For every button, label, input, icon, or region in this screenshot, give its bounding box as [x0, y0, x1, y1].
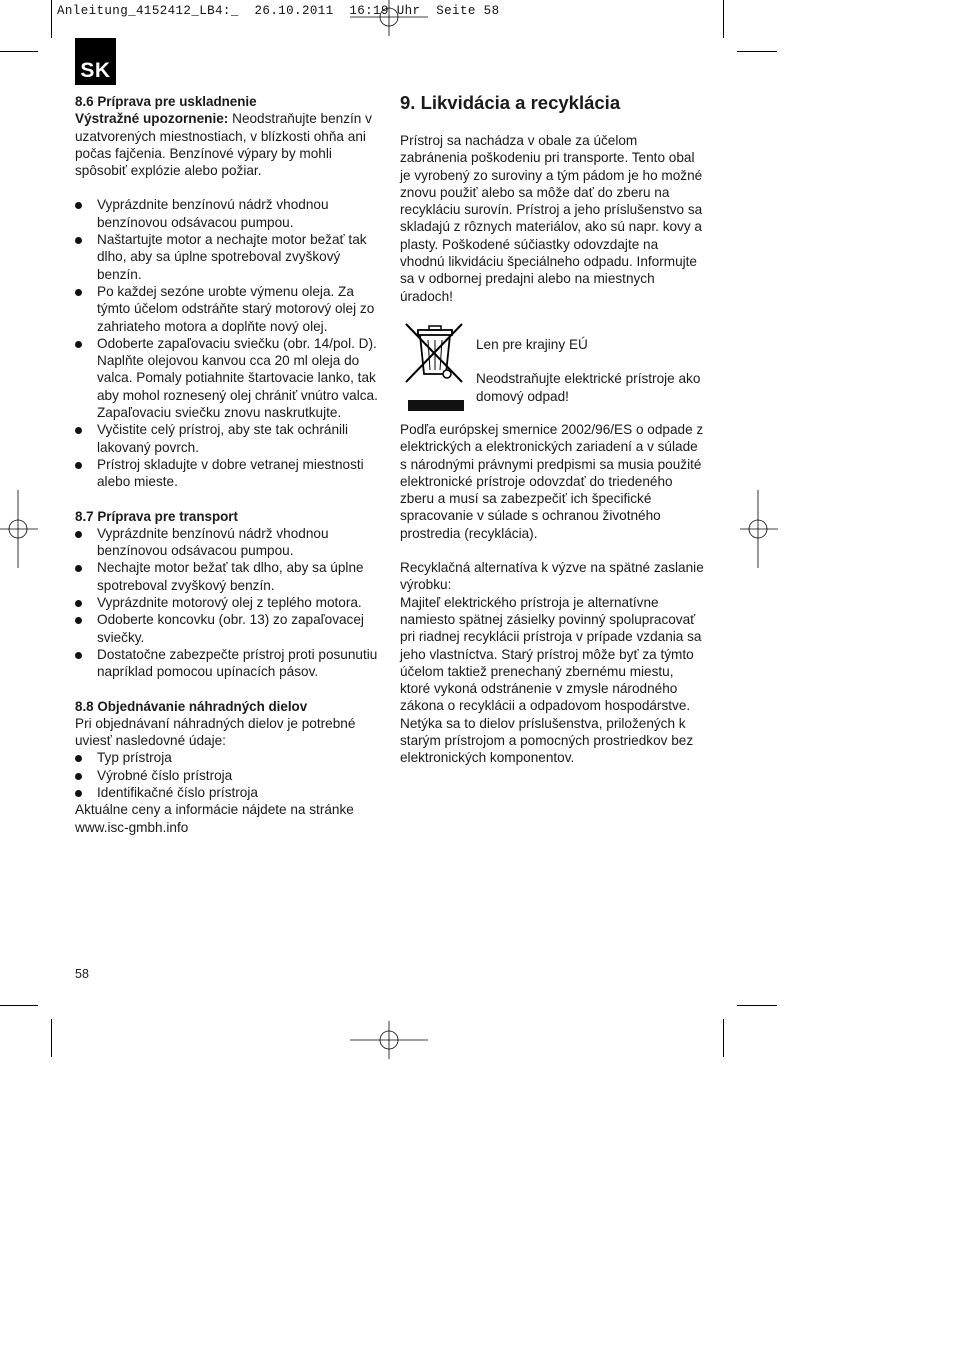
- warning-label: Výstražné upozornenie:: [75, 111, 229, 127]
- section-title-spare-parts: 8.8 Objednávanie náhradných dielov: [75, 698, 308, 714]
- crop-mark: [737, 1005, 777, 1006]
- disposal-paragraph: Prístroj sa nachádza v obale za účelom zabránenia poškodeniu pri transporte. Tento obal je vyrobený zo suroviny a tým pádom je ho možné znovu použiť alebo sa môže dať do zberu na recykláciu surovín. Prístroj a jeho príslušenstvo sa skladajú z rôznych materiálov, ako sú napr. kovy a plasty. Poškodené súčiastky odovzdajte na vhodnú likvidáciu špeciálneho odpadu. Informujte sa v odbornej predajni alebo na miestnych úradoch!: [400, 133, 703, 304]
- storage-list: [75, 196, 380, 490]
- crop-mark: [0, 1005, 38, 1006]
- registration-mark-icon: [0, 490, 40, 568]
- weee-text: [476, 336, 706, 405]
- list-item: Odoberte zapaľovaciu sviečku (obr. 14/pol. D). Naplňte olejovou kanvou cca 20 ml oleja do valca. Pomaly potiahnite štartovacie lanko, tak aby mohol roznesený olej chrániť vnútro valca. Zapaľovaciu sviečku znovu naskrutkujte.: [75, 335, 380, 421]
- list-item: Vyprázdnite motorový olej z teplého motora.: [75, 594, 380, 611]
- registration-mark-icon: [738, 490, 778, 568]
- weee-eu-only: Len pre krajiny EÚ: [476, 336, 588, 352]
- list-item: Výrobné číslo prístroja: [75, 767, 380, 784]
- spare-parts-intro: Pri objednávaní náhradných dielov je potrebné uviesť nasledovné údaje:: [75, 715, 356, 749]
- directive-paragraph: Podľa európskej smernice 2002/96/ES o odpade z elektrických a elektronických zariadení a v súlade s národnými právnymi predpismi sa musia použité elektronické prístroje odovzdať do triedeného zberu a musí sa zabezpečiť ich špecifické spracovanie v súlade s ochranou životného prostredia (recyklácia).: [400, 421, 704, 541]
- list-item: Po každej sezóne urobte výmenu oleja. Za týmto účelom odstráňte starý motorový olej zo zahriateho motora a doplňte nový olej.: [75, 283, 380, 335]
- page-number: 58: [75, 967, 89, 981]
- transport-list: [75, 525, 380, 681]
- right-column: [400, 92, 705, 767]
- weee-warning: Neodstraňujte elektrické prístroje ako domový odpad!: [476, 371, 701, 404]
- list-item: Naštartujte motor a nechajte motor bežať tak dlho, aby sa úplne spotreboval zvyškový benzín.: [75, 231, 380, 283]
- list-item: Prístroj skladujte v dobre vetranej miestnosti alebo mieste.: [75, 456, 380, 491]
- crop-mark: [0, 51, 38, 52]
- registration-mark-icon: [350, 1021, 428, 1059]
- print-header: Anleitung_4152412_LB4:_ 26.10.2011 16:19 Uhr Seite 58: [57, 4, 500, 18]
- crop-mark: [723, 0, 724, 38]
- list-item: Identifikačné číslo prístroja: [75, 784, 380, 801]
- list-item: Vyčistite celý prístroj, aby ste tak ochránili lakovaný povrch.: [75, 421, 380, 456]
- weee-notice: [400, 322, 705, 412]
- spare-parts-outro: Aktuálne ceny a informácie nájdete na stránke www.isc-gmbh.info: [75, 802, 354, 835]
- crop-mark: [723, 1019, 724, 1057]
- section-title-storage: 8.6 Príprava pre uskladnenie: [75, 94, 257, 109]
- list-item: Odoberte koncovku (obr. 13) zo zapaľovacej sviečky.: [75, 611, 380, 646]
- warning-text: Neodstraňujte benzín v uzatvorených miestnostiach, v blízkosti ohňa ani počas fajčenia. Benzínové výpary by mohli spôsobiť explózie alebo požiar.: [75, 111, 372, 179]
- recycling-alternative-heading: Recyklačná alternatíva k výzve na spätné zaslanie výrobku:: [400, 560, 704, 593]
- crop-mark: [737, 51, 777, 52]
- list-item: Typ prístroja: [75, 749, 380, 766]
- warning-paragraph: [75, 110, 380, 179]
- spare-parts-list: [75, 749, 380, 801]
- crossed-bin-icon: [404, 322, 466, 412]
- crop-mark: [51, 1019, 52, 1057]
- section-title-disposal: 9. Likvidácia a recyklácia: [400, 92, 621, 113]
- list-item: Vyprázdnite benzínovú nádrž vhodnou benzínovou odsávacou pumpou.: [75, 196, 380, 231]
- language-badge: SK: [75, 38, 116, 85]
- crop-mark: [51, 0, 52, 38]
- recycling-alternative-paragraph: Majiteľ elektrického prístroja je alternatívne namiesto spätnej zásielky povinný spolupracovať pri riadnej recyklácii prístroja v prípade vzdania sa jeho vlastníctva. Starý prístroj môže byť za týmto účelom taktiež prenechaný zbernému miestu, ktoré vykoná odstránenie v zmysle národného zákona o recyklácii a odpadovom hospodárstve. Netýka sa to dielov príslušenstva, priložených k starým prístrojom a pomocných prostriedkov bez elektronických komponentov.: [400, 594, 702, 766]
- left-column: [75, 93, 380, 836]
- list-item: Nechajte motor bežať tak dlho, aby sa úplne spotreboval zvyškový benzín.: [75, 559, 380, 594]
- list-item: Dostatočne zabezpečte prístroj proti posunutiu napríklad pomocou upínacích pásov.: [75, 646, 380, 681]
- list-item: Vyprázdnite benzínovú nádrž vhodnou benzínovou odsávacou pumpou.: [75, 525, 380, 560]
- section-title-transport: 8.7 Príprava pre transport: [75, 508, 238, 524]
- registration-mark-icon: [350, 0, 428, 40]
